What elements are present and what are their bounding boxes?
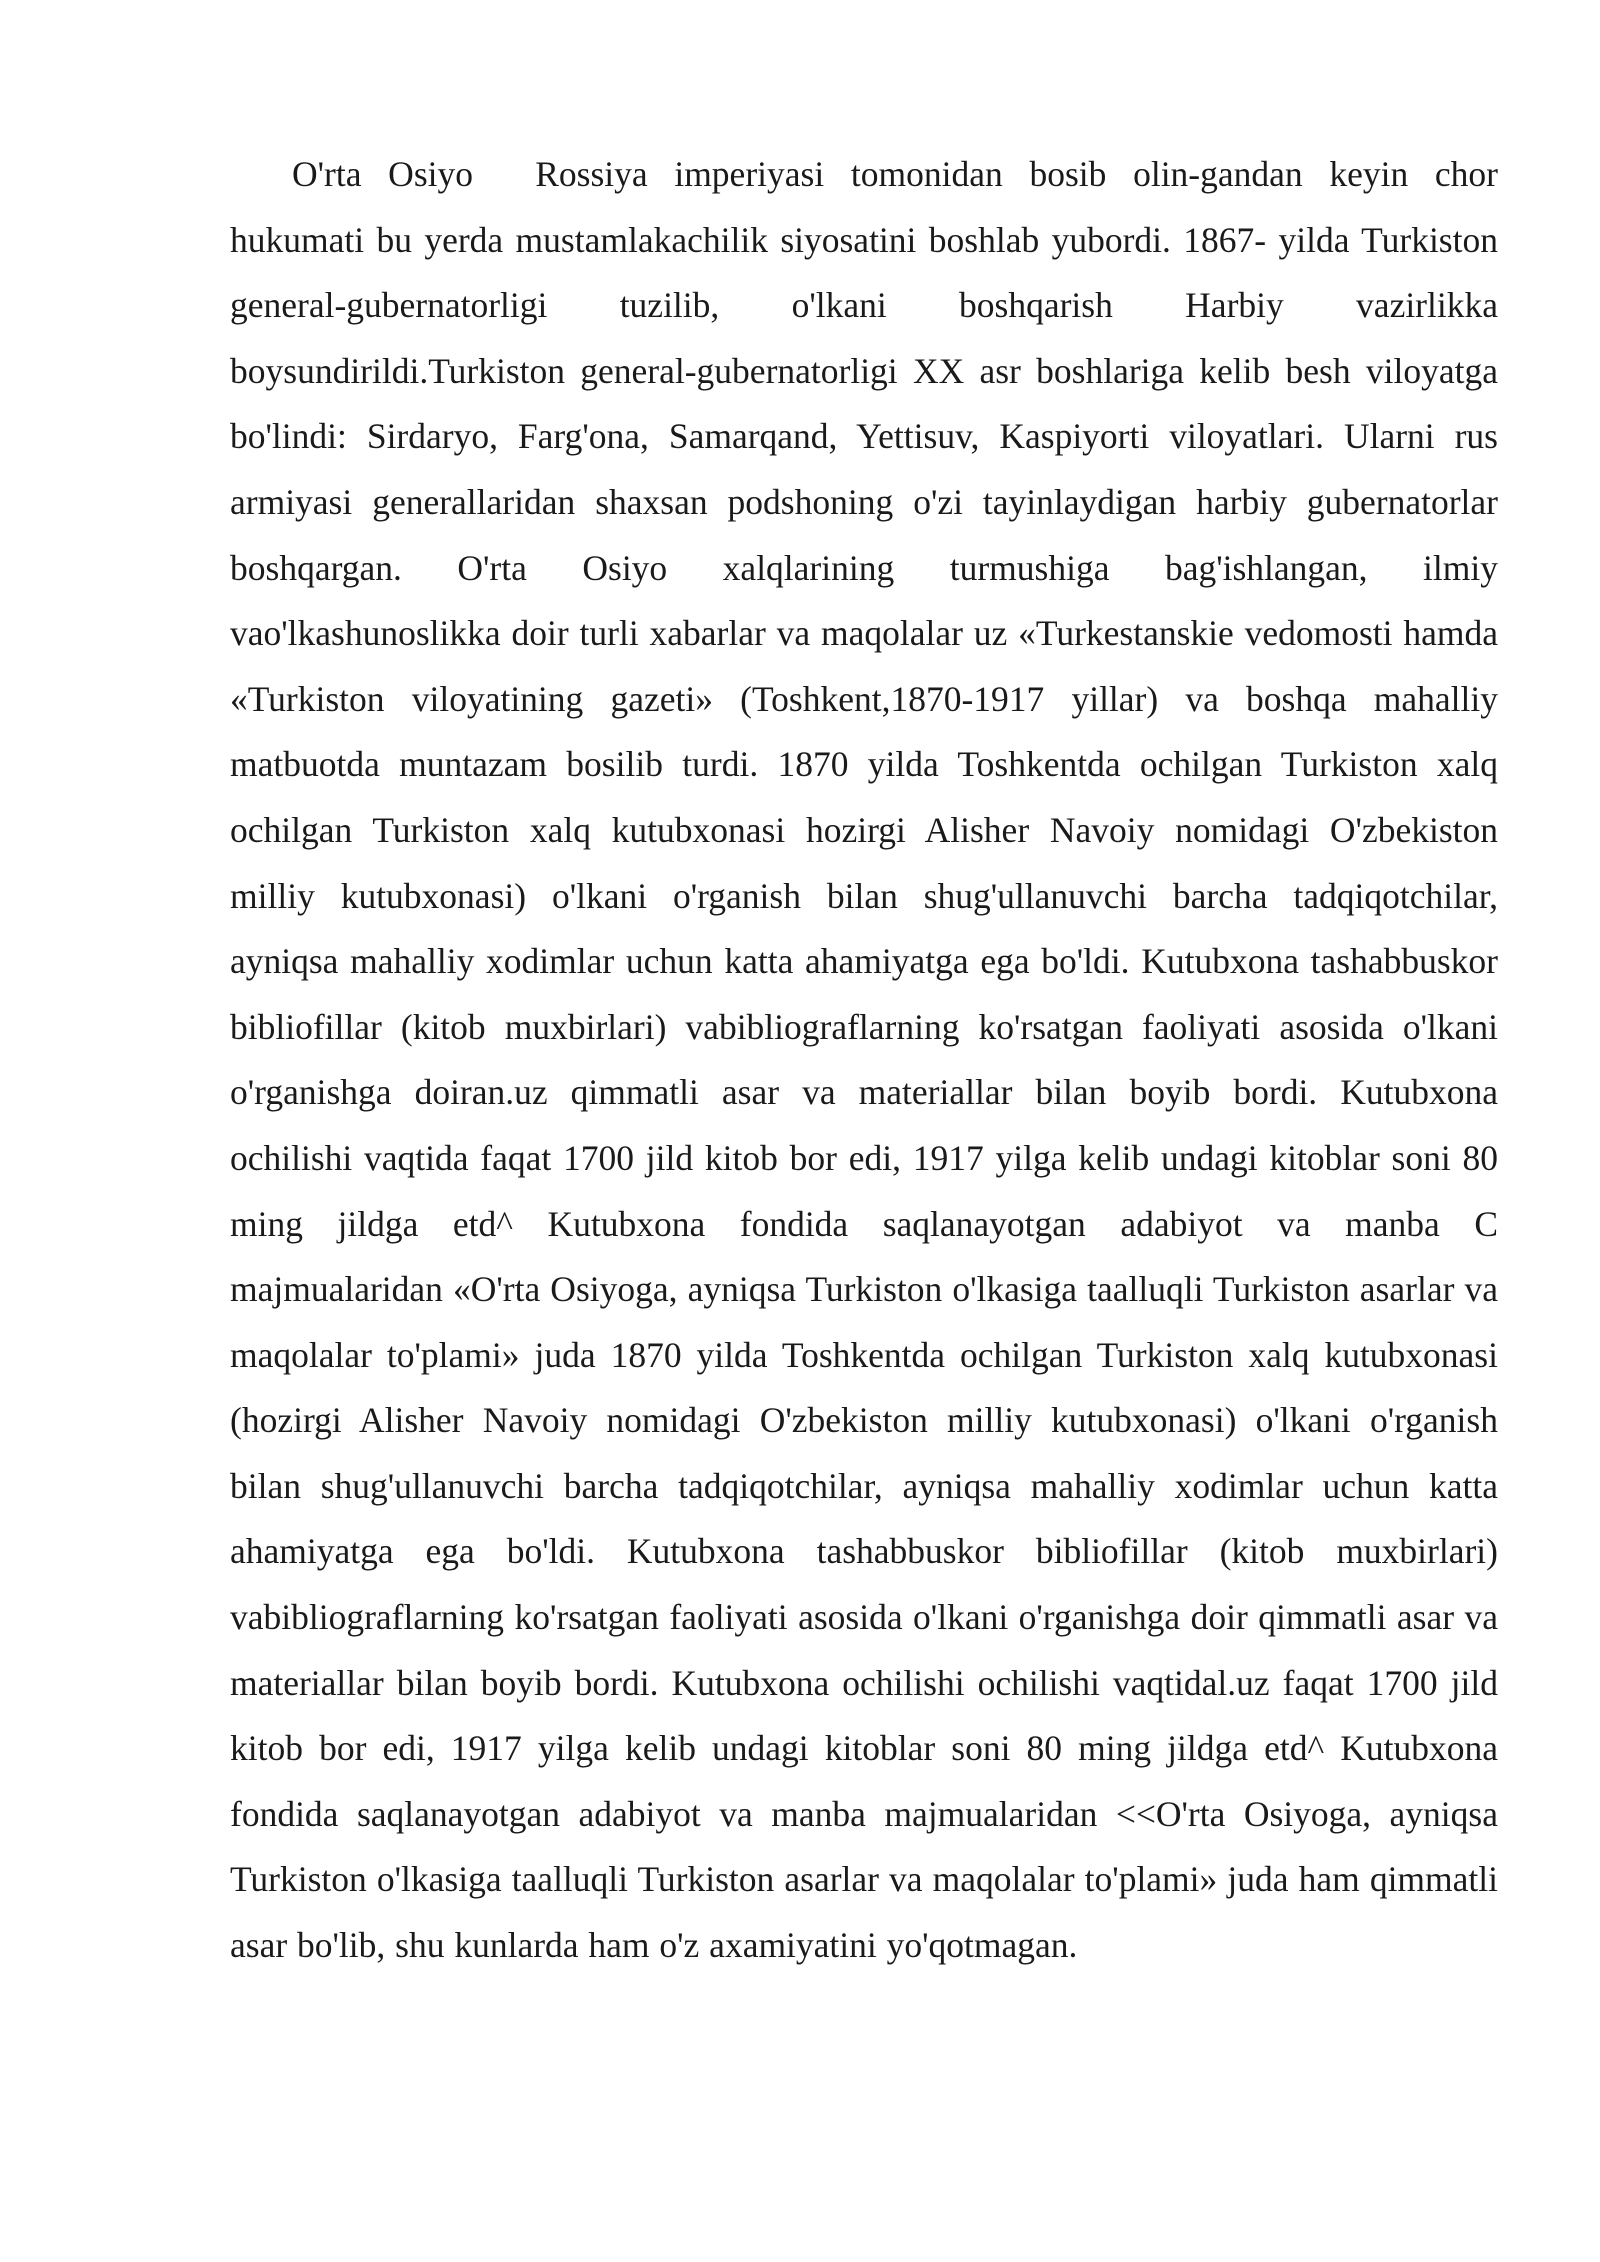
paragraph: O'rta Osiyo Rossiya imperiyasi tomonidan bosib olin-gandan keyin chor hukumati bu yerda mustamlakachilik siyosatini boshlab yubordi. 1867- yilda Turkiston general-gubernatorligi tuzilib, o'lkani boshqarish Harbiy vazirlikka boysundirildi.Turkiston general-gubernatorligi XX asr boshlariga kelib besh viloyatga bo'lindi: Sirdaryo, Farg'ona, Samarqand, Yettisuv, Kaspiyorti viloyatlari. Ularni rus armiyasi generallaridan shaxsan podshoning o'zi tayinlaydigan harbiy gubernatorlar boshqargan. O'rta Osiyo xalqlarining turmushiga bag'ishlangan, ilmiy vao'lkashunoslikka doir turli xabarlar va maqolalar uz «Turkestanskie vedomosti hamda «Turkiston viloyatining gazeti» (Toshkent,1870-1917 yillar) va boshqa mahalliy matbuotda muntazam bosilib turdi. 1870 yilda Toshkentda ochilgan Turkiston xalq ochilgan Turkiston xalq kutubxonasi hozirgi Alisher Navoiy nomidagi O'zbekiston milliy kutubxonasi) o'lkani o'rganish bilan shug'ullanuvchi barcha tadqiqotchilar, ayniqsa mahalliy xodimlar uchun katta ahamiyatga ega bo'ldi. Kutubxona tashabbuskor bibliofillar (kitob muxbirlari) vabibliograflarning ko'rsatgan faoliyati asosida o'lkani o'rganishga doiran.uz qimmatli asar va materiallar bilan boyib bordi. Kutubxona ochilishi vaqtida faqat 1700 jild kitob bor edi, 1917 yilga kelib undagi kitoblar soni 80 ming jildga etd^ Kutubxona fondida saqlanayotgan adabiyot va manba C majmualaridan «O'rta Osiyoga, ayniqsa Turkiston o'lkasiga taalluqli Turkiston asarlar va maqolalar to'plami» juda 1870 yilda Toshkentda ochilgan Turkiston xalq kutubxonasi (hozirgi Alisher Navoiy nomidagi O'zbekiston milliy kutubxonasi) o'lkani o'rganish bilan shug'ullanuvchi barcha tadqiqotchilar, ayniqsa mahalliy xodimlar uchun katta ahamiyatga ega bo'ldi. Kutubxona tashabbuskor bibliofillar (kitob muxbirlari) vabibliograflarning ko'rsatgan faoliyati asosida o'lkani o'rganishga doir qimmatli asar va materiallar bilan boyib bordi. Kutubxona ochilishi ochilishi vaqtidal.uz faqat 1700 jild kitob bor edi, 1917 yilga kelib undagi kitoblar soni 80 ming jildga etd^ Kutubxona fondida saqlanayotgan adabiyot va manba majmualaridan <<O'rta Osiyoga, ayniqsa Turkiston o'lkasiga taalluqli Turkiston asarlar va maqolalar to'plami» juda ham qimmatli asar bo'lib, shu kunlarda ham o'z axamiyatini yo'qotmagan. (230, 154, 1498, 1966)
body-text (230, 142, 1498, 1979)
